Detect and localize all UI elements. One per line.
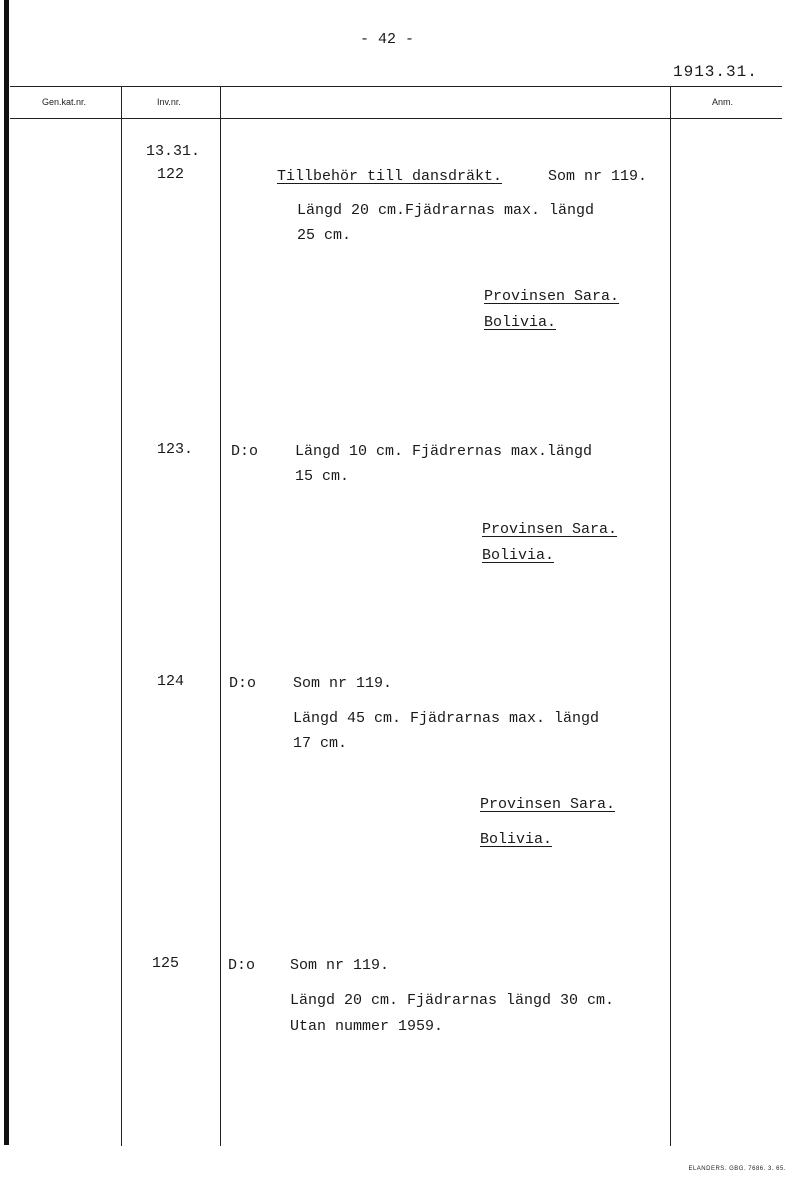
entry-inv-nr: 125: [152, 955, 180, 972]
entry-inv-nr: 124: [157, 673, 185, 690]
column-header-anm: Anm.: [712, 97, 734, 107]
entry-provenance: Bolivia.: [484, 314, 557, 331]
header-top-rule: [10, 86, 782, 87]
entry-desc-line: Längd 45 cm. Fjädrarnas max. längd: [293, 710, 600, 727]
entry-title: Tillbehör till dansdräkt.: [277, 168, 503, 185]
column-header-inv-nr: Inv.nr.: [157, 97, 181, 107]
header-bottom-rule: [10, 118, 782, 119]
entry-desc-line: Utan nummer 1959.: [290, 1018, 444, 1035]
entry-desc-line: Längd 20 cm.Fjädrarnas max. längd: [297, 202, 595, 219]
group-header: 13.31.: [146, 143, 201, 160]
page-number: - 42 -: [360, 31, 415, 48]
binding-margin-line: [4, 0, 9, 1145]
collection-reference: 1913.31.: [673, 63, 758, 81]
entry-ditto: D:o: [229, 675, 257, 692]
entry-desc-line: Som nr 119.: [290, 957, 390, 974]
column-header-gen-kat-nr: Gen.kat.nr.: [42, 97, 87, 107]
entry-inv-nr: 122: [157, 166, 185, 183]
entry-desc-line: Längd 20 cm. Fjädrarnas längd 30 cm.: [290, 992, 615, 1009]
entry-provenance: Provinsen Sara.: [480, 796, 616, 813]
column-rule-1: [121, 86, 122, 1146]
column-rule-3: [670, 86, 671, 1146]
entry-same-as: Som nr 119.: [548, 168, 648, 185]
entry-desc-line: 25 cm.: [297, 227, 352, 244]
printer-imprint: ELANDERS. GBG. 7686. 3. 65.: [688, 1166, 786, 1172]
entry-desc-line: Som nr 119.: [293, 675, 393, 692]
entry-provenance: Provinsen Sara.: [482, 521, 618, 538]
entry-provenance: Bolivia.: [480, 831, 553, 848]
entry-desc-line: Längd 10 cm. Fjädrernas max.längd: [295, 443, 593, 460]
entry-ditto: D:o: [231, 443, 259, 460]
entry-desc-line: 17 cm.: [293, 735, 348, 752]
entry-ditto: D:o: [228, 957, 256, 974]
entry-desc-line: 15 cm.: [295, 468, 350, 485]
entry-inv-nr: 123.: [157, 441, 194, 458]
column-rule-2: [220, 86, 221, 1146]
entry-provenance: Bolivia.: [482, 547, 555, 564]
entry-provenance: Provinsen Sara.: [484, 288, 620, 305]
